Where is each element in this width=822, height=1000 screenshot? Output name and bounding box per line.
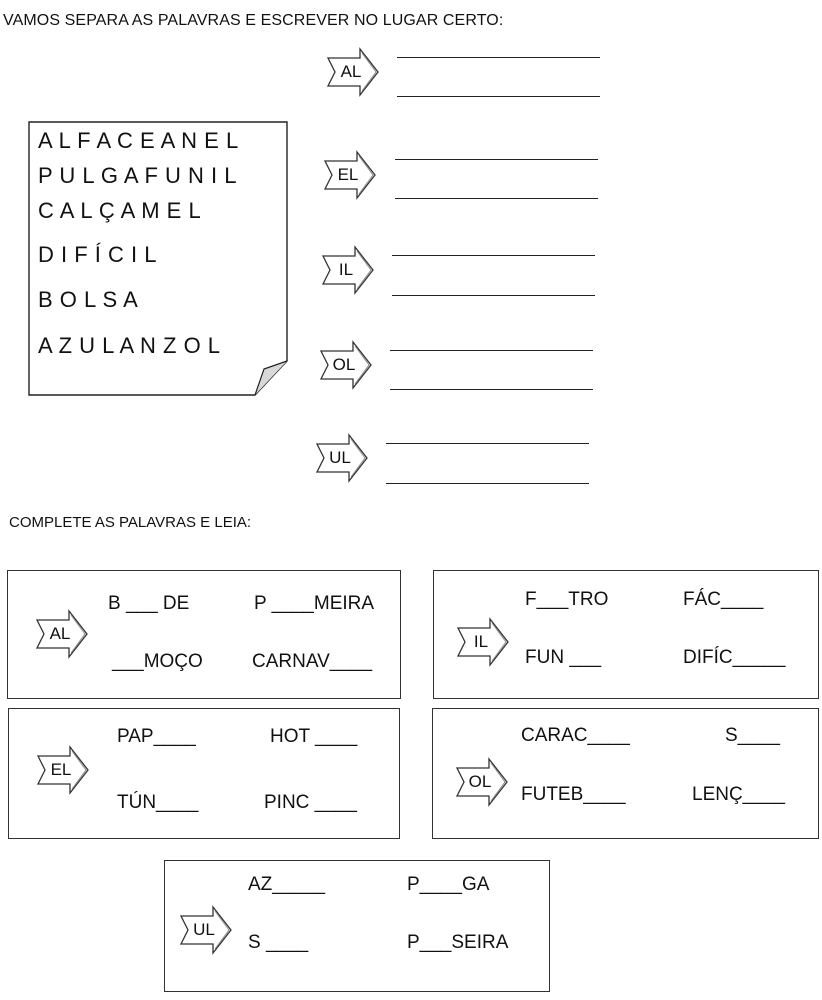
grid-row-1: A L F A C E A N E L (38, 128, 239, 153)
fill-word[interactable]: CARNAV____ (252, 651, 373, 672)
fill-word[interactable]: F___TRO (525, 589, 609, 610)
fill-word[interactable]: LENÇ____ (692, 784, 785, 805)
fill-word[interactable]: ___MOÇO (112, 651, 203, 672)
sort-arrow-label: UL (329, 448, 351, 467)
card-arrow-label: AL (49, 624, 71, 643)
sort-arrow-il (321, 245, 375, 295)
answer-line[interactable] (395, 159, 598, 160)
card-ul (164, 860, 550, 992)
grid-row-2: P U L G A F U N I L (38, 163, 238, 188)
fill-word[interactable]: DIFÍC_____ (683, 647, 786, 668)
grid-row-6: A Z U L A N Z O L (38, 333, 221, 358)
sort-arrow-label: EL (337, 165, 359, 184)
fill-word[interactable]: S ____ (248, 932, 309, 953)
sort-arrow-label: AL (340, 62, 362, 81)
answer-line[interactable] (395, 198, 598, 199)
answer-line[interactable] (397, 96, 600, 97)
fill-word[interactable]: FUTEB____ (521, 784, 626, 805)
fill-word[interactable]: PINC ____ (264, 792, 357, 813)
fill-word[interactable]: FUN ___ (525, 647, 602, 668)
card-el (8, 708, 400, 839)
card-arrow (36, 745, 90, 795)
sort-arrow-ol (319, 340, 373, 390)
sort-arrow-al (326, 47, 380, 97)
fill-word[interactable]: B ___ DE (108, 593, 190, 614)
instruction-top: VAMOS SEPARA AS PALAVRAS E ESCREVER NO LUGAR CERTO: (3, 12, 504, 29)
card-ol (432, 708, 819, 839)
grid-row-5: B O L S A (38, 287, 139, 312)
answer-line[interactable] (392, 255, 595, 256)
card-il (433, 570, 819, 699)
fill-word[interactable]: PAP____ (117, 726, 196, 747)
answer-line[interactable] (386, 483, 589, 484)
sort-arrow-el (323, 150, 377, 200)
card-arrow (35, 609, 89, 659)
answer-line[interactable] (390, 389, 593, 390)
fill-word[interactable]: P ____MEIRA (254, 593, 375, 614)
card-arrow (179, 905, 233, 955)
fill-word[interactable]: P____GA (407, 874, 490, 895)
card-arrow-label: IL (473, 632, 489, 651)
card-arrow (456, 617, 510, 667)
card-arrow-label: OL (468, 772, 492, 791)
answer-line[interactable] (386, 443, 589, 444)
fill-word[interactable]: S____ (725, 725, 780, 746)
grid-row-4: D I F Í C I L (38, 242, 157, 267)
card-arrow-label: EL (50, 760, 72, 779)
sort-arrow-label: IL (338, 260, 354, 279)
instruction-bottom: COMPLETE AS PALAVRAS E LEIA: (9, 514, 252, 531)
grid-row-3: C A L Ç A M E L (38, 198, 202, 223)
fill-word[interactable]: P___SEIRA (407, 932, 509, 953)
sort-arrow-ul (315, 433, 369, 483)
answer-line[interactable] (390, 350, 593, 351)
fill-word[interactable]: HOT ____ (270, 726, 358, 747)
answer-line[interactable] (397, 57, 600, 58)
card-arrow (455, 757, 509, 807)
card-arrow-label: UL (193, 920, 215, 939)
fill-word[interactable]: FÁC____ (683, 589, 764, 610)
fill-word[interactable]: AZ_____ (248, 874, 326, 895)
fill-word[interactable]: CARAC____ (521, 725, 630, 746)
sort-arrow-label: OL (332, 355, 356, 374)
card-al (7, 570, 401, 699)
answer-line[interactable] (392, 295, 595, 296)
fill-word[interactable]: TÚN____ (117, 792, 199, 813)
